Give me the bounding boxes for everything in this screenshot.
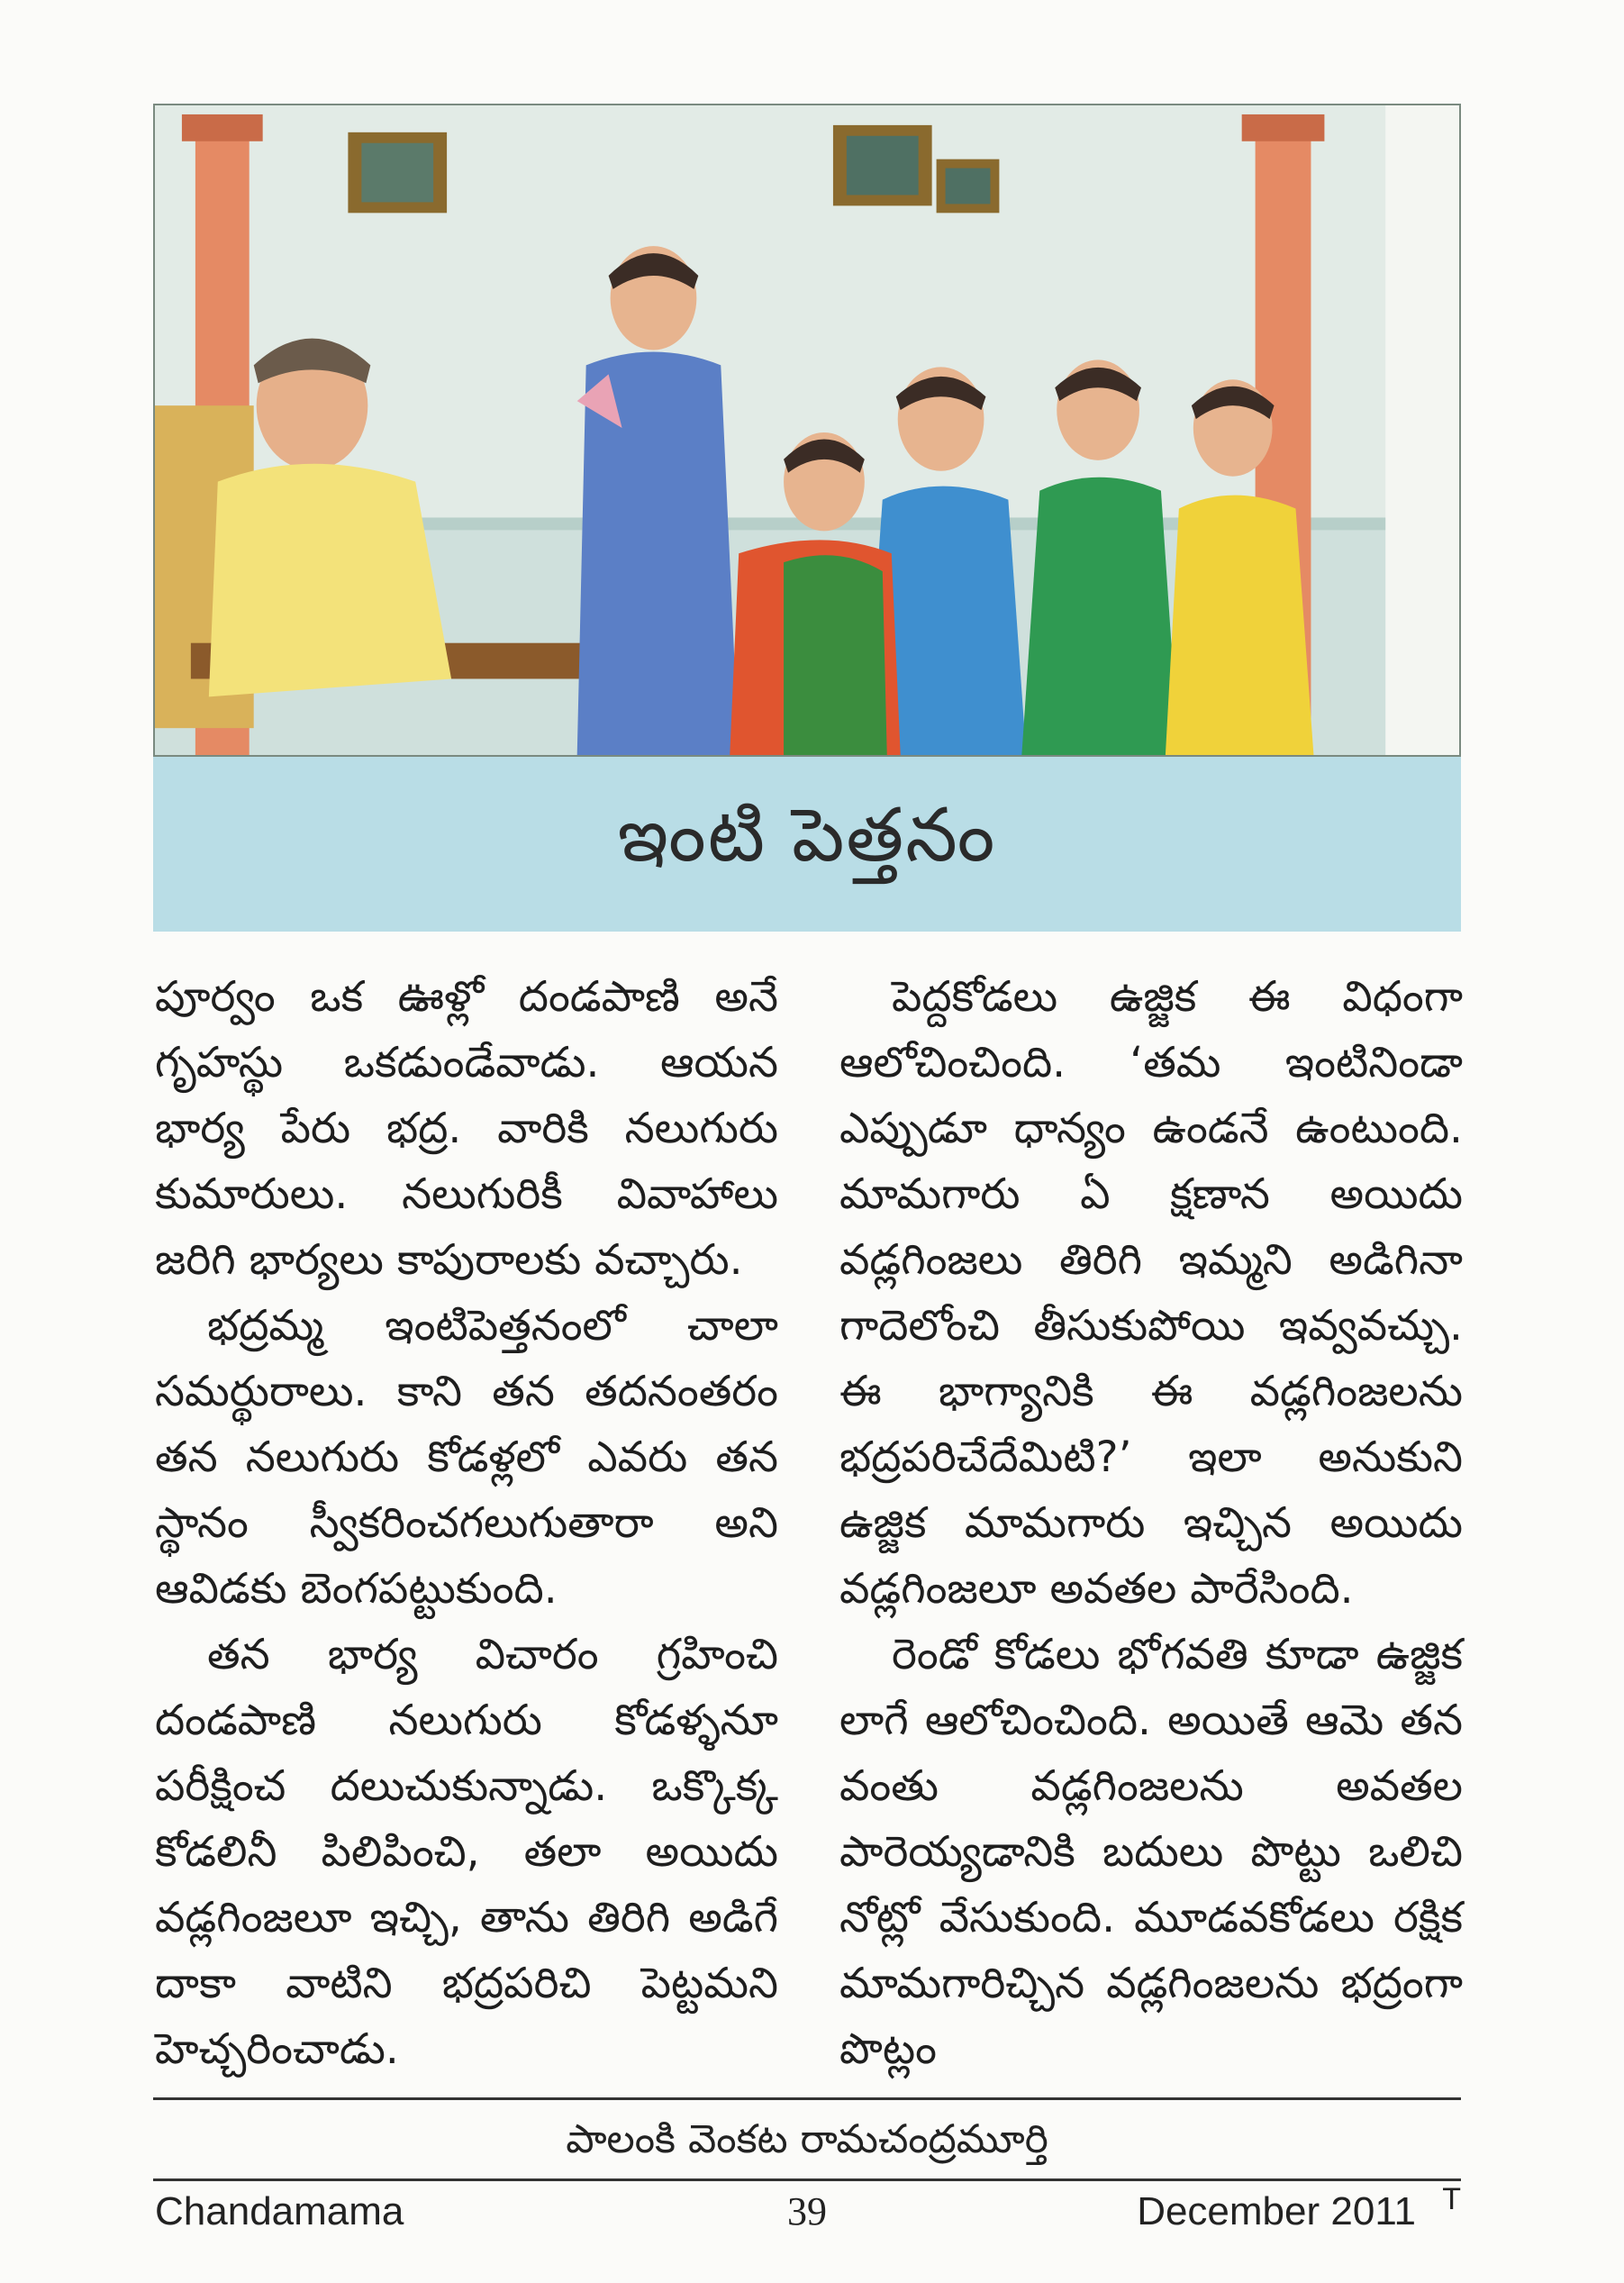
- story-illustration: [153, 104, 1461, 757]
- paragraph: భద్రమ్మ ఇంటిపెత్తనంలో చాలా సమర్థురాలు. కాని తన తదనంతరం తన నలుగురు కోడళ్లలో ఎవరు తన స్థానం స్వీకరించగలుగుతారా అని ఆవిడకు బెంగపట్టుకుంది.: [155, 1301, 778, 1614]
- family-scene-illustration: [155, 105, 1459, 755]
- author-top-rule: [153, 2097, 1461, 2100]
- author-name: పాలంకి వెంకట రామచంద్రమూర్తి: [566, 2116, 1048, 2162]
- paragraph: తన భార్య విచారం గ్రహించి దండపాణి నలుగురు కోడళ్ళనూ పరీక్షించ దలుచుకున్నాడు. ఒక్కొక్క కోడలినీ పిలిపించి, తలా అయిదు వడ్లగింజలూ ఇచ్చి, తాను తిరిగి అడిగే దాకా వాటిని భద్రపరిచి పెట్టమని హెచ్చరించాడు.: [155, 1630, 778, 2074]
- right-column: [839, 964, 1463, 2074]
- page-number: 39: [787, 2189, 827, 2233]
- corner-mark: T: [1442, 2182, 1461, 2216]
- issue-date: December 2011: [1137, 2189, 1416, 2233]
- story-title: ఇంటి పెత్తనం: [617, 792, 997, 878]
- paragraph: రెండో కోడలు భోగవతి కూడా ఉజ్జిక లాగే ఆలోచించింది. అయితే ఆమె తన వంతు వడ్లగింజలను అవతల పారెయ్యడానికి బదులు పొట్టు ఒలిచి నోట్లో వేసుకుంది. మూడవకోడలు రక్షిక మామగారిచ్చిన వడ్లగింజలను భద్రంగా పొట్లం: [839, 1630, 1463, 2074]
- magazine-name: Chandamama: [155, 2189, 404, 2233]
- title-band: [153, 757, 1461, 932]
- page-footer: [153, 2180, 1461, 2243]
- paragraph: పూర్వం ఒక ఊళ్లో దండపాణి అనే గృహస్థు ఒకడుండేవాడు. ఆయన భార్య పేరు భద్ర. వారికి నలుగురు కుమారులు. నలుగురికీ వివాహాలు జరిగి భార్యలు కాపురాలకు వచ్చారు.: [155, 972, 778, 1285]
- paragraph: పెద్దకోడలు ఉజ్జిక ఈ విధంగా ఆలోచించింది. ‘తమ ఇంటినిండా ఎప్పుడూ ధాన్యం ఉండనే ఉంటుంది. మామగారు ఏ క్షణాన అయిదు వడ్లగింజలు తిరిగి ఇమ్మని అడిగినా గాదెలోంచి తీసుకుపోయి ఇవ్వవచ్చు. ఈ భాగ్యానికి ఈ వడ్లగింజలను భద్రపరిచేదేమిటి?’ ఇలా అనుకుని ఉజ్జిక మామగారు ఇచ్చిన అయిదు వడ్లగింజలూ అవతల పారేసింది.: [839, 972, 1463, 1614]
- left-column: [155, 964, 778, 2074]
- story-body: [155, 964, 1463, 2074]
